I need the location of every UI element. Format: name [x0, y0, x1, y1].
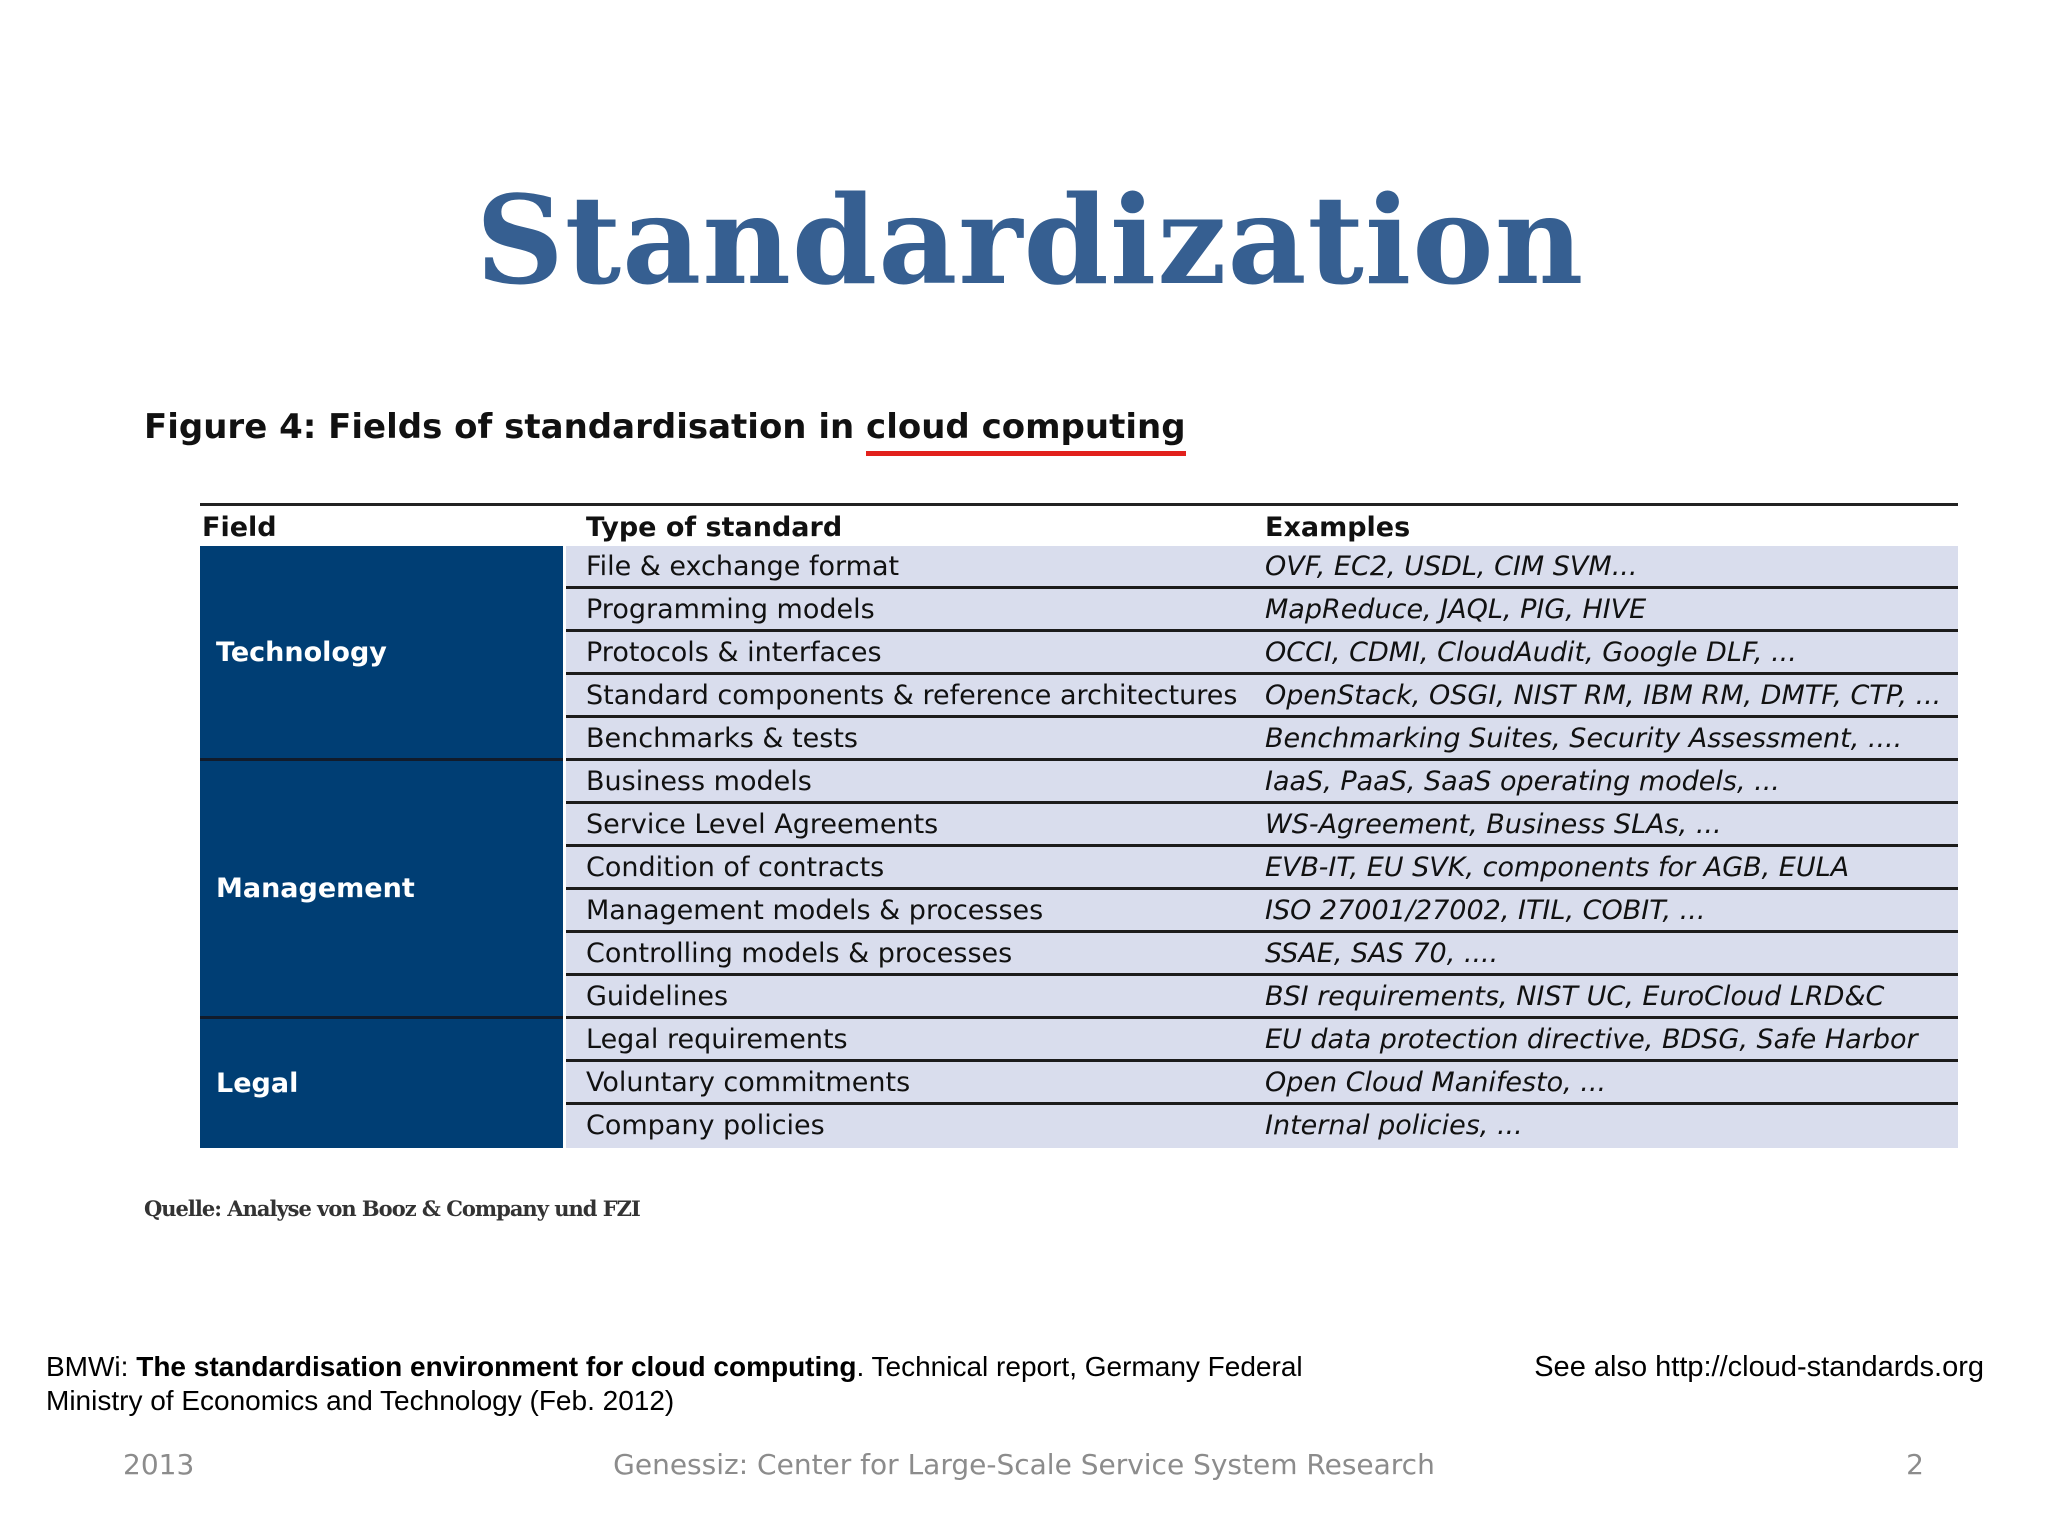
- examples-cell: OVF, EC2, USDL, CIM SVM...: [1265, 551, 1638, 582]
- type-of-standard-cell: Protocols & interfaces: [586, 637, 882, 668]
- slide-title: Standardization: [475, 168, 1585, 312]
- table-row: [566, 933, 1958, 976]
- table-row: [566, 1062, 1958, 1105]
- table-row: [566, 675, 1958, 718]
- type-of-standard-cell: Legal requirements: [586, 1024, 848, 1055]
- footer-year: 2013: [123, 1448, 195, 1481]
- examples-cell: MapReduce, JAQL, PIG, HIVE: [1265, 594, 1647, 625]
- examples-cell: Internal policies, ...: [1265, 1110, 1523, 1141]
- type-of-standard-cell: Guidelines: [586, 981, 729, 1012]
- footer-page-number: 2: [1906, 1448, 1924, 1481]
- type-of-standard-cell: Company policies: [586, 1110, 825, 1141]
- type-of-standard-cell: Condition of contracts: [586, 852, 885, 883]
- field-cell: Technology: [200, 546, 563, 761]
- reference-suffix: . Technical report, Germany Federal Ministry of Economics and Technology (Feb. 2012): [46, 1351, 1303, 1416]
- examples-cell: OpenStack, OSGI, NIST RM, IBM RM, DMTF, CTP, ...: [1265, 680, 1942, 711]
- type-of-standard-cell: Service Level Agreements: [586, 809, 939, 840]
- type-of-standard-cell: Controlling models & processes: [586, 938, 1013, 969]
- table-row: [566, 976, 1958, 1019]
- type-of-standard-cell: Management models & processes: [586, 895, 1044, 926]
- type-of-standard-cell: Voluntary commitments: [586, 1067, 911, 1098]
- see-also-link[interactable]: See also http://cloud-standards.org: [1534, 1351, 1984, 1383]
- table-row: [566, 546, 1958, 589]
- table-row: [566, 589, 1958, 632]
- reference-prefix: BMWi:: [46, 1351, 137, 1382]
- table-row: [566, 718, 1958, 761]
- table-row: [566, 632, 1958, 675]
- examples-cell: ISO 27001/27002, ITIL, COBIT, ...: [1265, 895, 1706, 926]
- footer-center: Genessiz: Center for Large-Scale Service System Research: [613, 1448, 1435, 1481]
- figure-caption-prefix: Figure 4: Fields of standardisation in: [144, 407, 867, 447]
- type-of-standard-cell: Benchmarks & tests: [586, 723, 858, 754]
- header-examples: Examples: [1265, 512, 1411, 543]
- examples-cell: BSI requirements, NIST UC, EuroCloud LRD&C: [1265, 981, 1885, 1012]
- type-of-standard-cell: File & exchange format: [586, 551, 900, 582]
- table-row: [566, 804, 1958, 847]
- figure-caption: [144, 404, 1186, 450]
- table-body: [200, 546, 1958, 1148]
- standards-table: [200, 503, 1958, 1148]
- table-row: [566, 761, 1958, 804]
- examples-cell: Benchmarking Suites, Security Assessment, ....: [1265, 723, 1903, 754]
- field-cell: Legal: [216, 1068, 299, 1099]
- examples-cell: EU data protection directive, BDSG, Safe Harbor: [1265, 1024, 1918, 1055]
- table-row: [566, 1105, 1958, 1148]
- source-note: Quelle: Analyse von Booz & Company und FZI: [144, 1196, 640, 1221]
- table-row: [566, 1019, 1958, 1062]
- reference-citation: [46, 1350, 1346, 1418]
- examples-cell: SSAE, SAS 70, ....: [1265, 938, 1499, 969]
- examples-cell: WS-Agreement, Business SLAs, ...: [1265, 809, 1722, 840]
- field-column: [200, 546, 563, 1148]
- type-of-standard-cell: Standard components & reference architectures: [586, 680, 1238, 711]
- examples-cell: IaaS, PaaS, SaaS operating models, ...: [1265, 766, 1780, 797]
- table-row: [566, 890, 1958, 933]
- rows-column: [566, 546, 1958, 1148]
- type-of-standard-cell: Programming models: [586, 594, 875, 625]
- examples-cell: Open Cloud Manifesto, ...: [1265, 1067, 1607, 1098]
- reference-title: The standardisation environment for cloud computing: [136, 1351, 857, 1382]
- figure-caption-highlight: cloud computing: [866, 404, 1185, 450]
- type-of-standard-cell: Business models: [586, 766, 812, 797]
- field-cell: Management: [200, 761, 563, 1019]
- header-type: Type of standard: [586, 512, 843, 543]
- table-header: [200, 506, 1958, 546]
- table-row: [566, 847, 1958, 890]
- examples-cell: EVB-IT, EU SVK, components for AGB, EULA: [1265, 852, 1850, 883]
- examples-cell: OCCI, CDMI, CloudAudit, Google DLF, ...: [1265, 637, 1797, 668]
- header-field: Field: [202, 512, 277, 543]
